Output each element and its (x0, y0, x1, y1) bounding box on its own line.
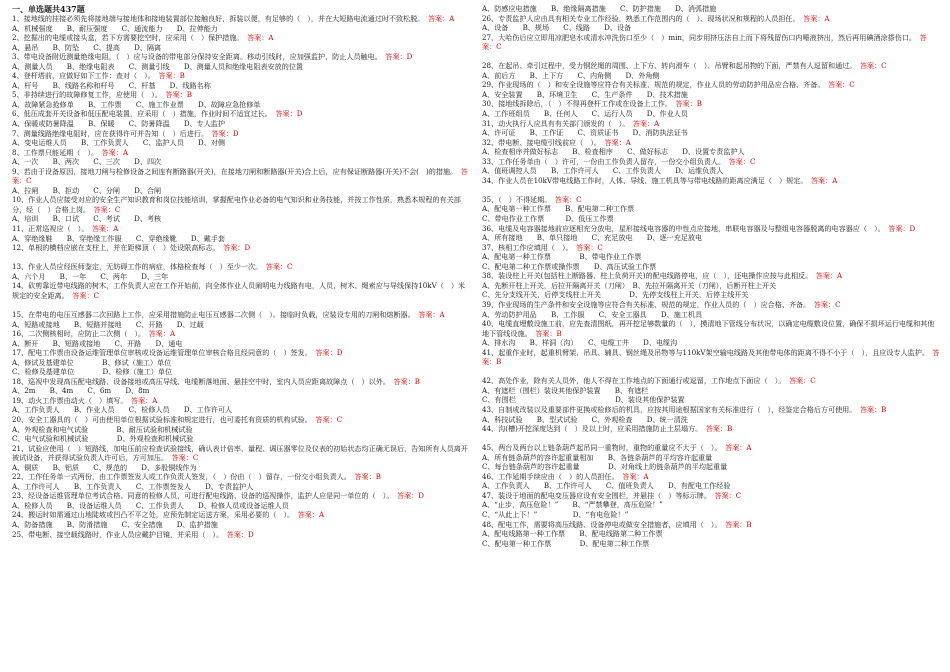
option-line (12, 43, 470, 53)
line-text: 3、带电设备附近测量绝缘电阻，（ ）应与设备的带电部分保持安全距离。移动引线时，应加强监护，防止人员触电。 (12, 52, 379, 62)
line-text: A、外观检查和电气试验 B、耐压试验和机械试验 (12, 424, 193, 434)
answer-label: 答案：A (815, 271, 843, 281)
option-line (482, 52, 940, 62)
line-text: A、拉闸 B、拒动 C、分闸 D、合闸 (12, 185, 162, 195)
option-line (482, 415, 940, 425)
option-line (12, 234, 470, 244)
option-line (12, 119, 470, 129)
option-line (482, 147, 940, 157)
line-text: 33、工作任务单由（ ）许可，一份由工作负责人留存，一份交小组负责人。 (482, 156, 722, 166)
answer-label: 答案：B (705, 424, 733, 434)
line-text: A、六个月 B、一年 C、两年 D、三年 (12, 271, 169, 281)
question-line (482, 424, 940, 434)
line-text: 27、大哈伤后应立即用凉肥皂水或清水冲洗伤口至少（ ）min，同步用挤压法自上而下将残留伤口内唾液挤出，然后再用碘酒涂搽伤口。 (482, 32, 913, 42)
line-text: A、配电第一种工作票 B、带电作业工作票 (482, 252, 642, 262)
answer-label: 答案：B (354, 472, 381, 482)
option-line (12, 320, 470, 330)
line-text: 17、配电工作票由设备运维管理单位审核或设备运维管理单位审核合格且经同意的（ ）签发。 (12, 348, 309, 358)
question-line (482, 271, 940, 281)
line-text: A、排水沟 B、样洞（沟） C、电缆工井 D、电缆沟 (482, 338, 678, 348)
line-text: 8、工作票只能延期（ ）。 (12, 147, 95, 157)
line-text: 5、非持续进行的故障修复工作，应使用（ ）。 (12, 90, 159, 100)
answer-label: 答案：A (604, 137, 631, 147)
option-line (482, 529, 940, 539)
answer-label: 答案：A (725, 443, 752, 453)
option-line (482, 386, 940, 396)
question-line (12, 444, 470, 463)
line-text: A、穿绝缘鞋 B、穿绝缘工作服 C、穿绝缘靴 D、戴手套 (12, 233, 225, 243)
line-text: 29、作业现场的（ ）和安全设施等应符合有关标准、规范的规定，作业人员的劳动防护用品应合格、齐备。 (482, 80, 821, 90)
option-line (12, 214, 470, 224)
line-text: A、工作班组员 B、任何人 C、运行人员 D、作业人员 (482, 109, 688, 119)
line-text: A、有遮栏（围栏）装设其他保护装置 B、有遮栏 (482, 385, 649, 395)
option-line (12, 367, 470, 377)
section-heading (12, 4, 470, 14)
line-text: 43、自制或改装以及重要部件更换或检修后的机具，应按其用途根据国家有关标准进行（ ），经鉴定合格后方可使用。 (482, 404, 853, 414)
option-line (12, 463, 470, 473)
option-line (12, 81, 470, 91)
answer-label: 答案：A (247, 33, 274, 43)
question-line (12, 348, 470, 358)
line-text: C、先分支线开关，后停支线柱上开关 D、先停支线柱上开关，后停主线开关 (482, 290, 749, 300)
line-text: 24、搬运时如需通过山地陡坡或凹凸不平之处，应预先制定运送方案，采用必要的（ ）。 (12, 510, 291, 520)
answer-label: 答案：A (148, 329, 176, 339)
answer-label: 答案：C (315, 414, 343, 424)
line-text: 34、作业人员在10kV带电线路工作时，人体、导线、施工机具等与带电线路的距离应满足（ ）规定。 (482, 175, 804, 185)
answer-label: 答案：D (888, 223, 916, 233)
question-line (482, 138, 940, 148)
question-line (482, 520, 940, 530)
question-line (482, 491, 940, 501)
question-line (12, 90, 470, 100)
line-text: 25、带电断、接空载线路时，作业人员应戴护目镜，并采用（ ）。 (12, 529, 220, 539)
option-line (482, 453, 940, 463)
line-text: A、防感应电措施 B、绝缘隔离措施 C、防护措施 D、消弧措施 (482, 4, 717, 13)
line-text: 一、单选题共437题 (12, 4, 85, 14)
option-line (12, 386, 470, 396)
line-text: 28、在起吊、牵引过程中，受力钢丝绳的周围、上下方、转向滑车（ ）、吊臂和起吊物的下面，严禁有人逗留和通过。 (482, 61, 853, 71)
option-line (12, 434, 470, 444)
option-line (482, 252, 940, 262)
line-text: 10、作业人员应接受对应的安全生产知识教育和岗位技能培训，掌握配电作业必备的电气知识和业务技能，并按工作性质，熟悉本规程的有关部分，经（ ）合格上岗。 (12, 195, 461, 214)
option-line (12, 253, 470, 263)
line-text: 11、正常巡视应（ ）。 (12, 224, 85, 234)
line-text: A、工作负责人 B、工作许可人 C、值班负责人 D、有配电工作经验 (482, 481, 731, 491)
question-line (12, 195, 470, 214)
option-line (12, 272, 470, 282)
line-text: 44、沟(槽)开挖深度达到（ ）及以上时，应采用措施防止土层塌方。 (482, 424, 699, 434)
option-line (482, 510, 940, 520)
question-line (482, 33, 940, 52)
answer-label: 答案：A (622, 471, 649, 481)
option-line (482, 109, 940, 119)
question-line (12, 377, 470, 387)
option-line (482, 338, 940, 348)
answer-label: 答案：C (554, 194, 582, 204)
line-text: 16、二次侧核相时，应防止二次侧（ ）。 (12, 329, 142, 339)
answer-label: 答案：C (576, 242, 603, 252)
answer-label: 答案：D (211, 128, 239, 138)
answer-label: 答案：B (393, 376, 420, 386)
option-line (12, 157, 470, 167)
line-text: A、变电运维人员 B、工作负责人 C、监护人员 D、对侧 (12, 138, 225, 148)
line-text: 1、接地线的挂接必须先将接地端与接地体和接地装置部位接触良好，拆装以便，有足够的（ ），并在大短路电流通过时不致松脱。 (12, 14, 421, 23)
answer-label: 答案：C (859, 61, 887, 71)
question-line (12, 281, 470, 300)
line-text: 46、工作延期手续应由（ ）的人员担任。 (482, 471, 616, 481)
answer-label: 答案：C (728, 156, 756, 166)
question-line (12, 33, 470, 43)
line-text: A、修试及基建单位 B、修试（施工）单位 (12, 357, 172, 367)
question-line (12, 510, 470, 520)
line-text: C、检修及基建单位 D、检修（施工）单位 (12, 367, 173, 377)
answer-label: 答案：D (315, 348, 343, 358)
answer-label: 答案：C (12, 166, 468, 186)
line-text: A、断开 B、短路或接地 C、开路 D、通电 (12, 338, 183, 348)
option-line (12, 339, 470, 349)
line-text: 14、砍剪靠近带电线路的树木，工作负责人应在工作开始前，向全体作业人员阐明电力线路有电，人员、树木、绳索应与导线保持10kV（ ）米规定的安全距离。 (12, 281, 466, 300)
line-text: C、配电第二种工作票或操作票 D、高压试验工作票 (482, 261, 657, 271)
option-line (482, 214, 940, 224)
answer-label: 答案：A (427, 14, 455, 23)
question-line (482, 195, 940, 205)
answer-label: 答案：A (810, 175, 838, 185)
option-line (12, 138, 470, 148)
option-line (482, 481, 940, 491)
answer-label: 答案：C (72, 290, 100, 300)
left-column (12, 4, 470, 672)
line-text: 42、高处作业，除有关人员外，他人不得在工作地点的下面通行或逗留，工作地点下面应（ ）。 (482, 376, 782, 386)
answer-label: 答案：C (827, 80, 855, 90)
question-line (482, 243, 940, 253)
option-line (482, 4, 940, 14)
line-text: A、工作许可人 B、工作负责人 C、工作票签发人 D、专责监护人 (12, 481, 254, 491)
option-line (482, 204, 940, 214)
question-line (12, 530, 470, 540)
line-text: 38、装设柱上开关(包括柱上断路器、柱上负荷开关)的配电线路停电，应（ ），还电操作应按与此相反。 (482, 271, 809, 281)
answer-label: 答案：A (803, 13, 830, 23)
option-line (482, 262, 940, 272)
line-text: C、有围栏 D、装设其他保护装置 (482, 395, 685, 405)
line-text: 39、作业现场的生产条件和安全设施等应符合有关标准、规范的规定，作业人员的（ ）应合格、齐备。 (482, 299, 807, 309)
line-text: 37、核相工作应填用（ ）。 (482, 242, 570, 252)
line-text: 4、登杆塔前，应做好如下工作：查对（ ）。 (12, 71, 152, 81)
answer-label: 答案：D (275, 109, 303, 119)
question-line (482, 119, 940, 129)
option-line (482, 500, 940, 510)
line-text: 48、配电工作，需要将高压线路、设备停电或做安全措施者，应填用（ ）。 (482, 519, 719, 529)
line-text: 6、低压成套开关设备和低压配电装置，应采用（ ）措施，作业时间不适宜过长。 (12, 109, 269, 119)
question-line (482, 319, 940, 338)
line-text: 2、挖掘出的电缆或接头盒，若下方需要挖空时，应采用（ ）保护措施。 (12, 33, 240, 43)
line-text: A、配电第一种工作票 B、配电第二种工作票 (482, 204, 635, 214)
line-text: 26、专责监护人应由具有相关专业工作经验，熟悉工作范围内的（ ）、现场状况和规程的人员担任。 (482, 13, 797, 23)
right-column (482, 4, 940, 672)
option-line (12, 24, 470, 34)
option-line (12, 482, 470, 492)
answer-label: 答案：A (632, 118, 660, 128)
line-text: 36、电缆及电容器接地前应逐相充分放电，星形接线电容器的中性点应接地，串联电容器及与整组电容器脱离的电容器应（ ）。 (482, 223, 882, 233)
line-text: A、所有接地 B、单只接地 C、充足放电 D、逐一充足放电 (482, 233, 703, 243)
question-line (482, 224, 940, 234)
line-text: 13、作业人员应经医师鉴定，无妨碍工作的病症，体格检查每（ ）至少一次。 (12, 262, 259, 272)
question-line (482, 80, 940, 90)
answer-label: 答案：D (385, 52, 413, 62)
question-line (482, 157, 940, 167)
question-line (482, 405, 940, 415)
line-text: 45、两台及两台以上链条葫芦起吊同一重物时，重物的重量应不大于（ ）。 (482, 443, 719, 453)
answer-label: 答案：B (859, 404, 887, 414)
line-text: A、保暖或防暑降温 B、保暖 C、防暑降温 D、专人监护 (12, 119, 225, 129)
question-line (482, 348, 940, 367)
answer-label: 答案：D (397, 491, 424, 501)
line-text: A、2m B、4m C、6m D、8m (12, 386, 150, 396)
question-line (12, 148, 470, 158)
option-line (12, 100, 470, 110)
line-text: A、科技试验 B、型式试验 C、外观检查 D、统一清洗 (482, 414, 688, 424)
answer-label: 答案：C (714, 490, 742, 500)
line-text: 21、试验应使用（ ）短路线，加电压前应检查试验接线，确认表计倍率、量程、调压器零位及仪表的初始状态均正确无误后，告知所有人员离开被试设备，并获得试验负责人许可后，方可加压。 (12, 443, 468, 463)
line-text: A、一次 B、两次 C、三次 D、四次 (12, 157, 162, 167)
line-text: 40、电缆直埋敷设施工前，应先查清图纸，再开挖足够数量的（ ），摸清地下管线分布状况，以确定电缆敷设位置，确保不损坏运行电缆和其他地下管线设施。 (482, 319, 935, 338)
option-line (12, 62, 470, 72)
line-text: 7、测量线路绝缘电阻时，应在获得许可并告知（ ）后进行。 (12, 128, 205, 138)
line-text: A、培训 B、口试 C、考试 D、考核 (12, 214, 162, 224)
line-text: A、先断开柱上开关，后拉开隔离开关（刀闸） B、先拉开隔离开关（刀闸），后断开柱上开关 (482, 280, 777, 290)
line-text: C、配电第一种工作票 D、配电第二种工作票 (482, 538, 650, 548)
line-text: A、机械强度 B、耐压强度 C、通流能力 D、拉伸能力 (12, 23, 218, 33)
question-line (12, 224, 470, 234)
answer-label: 答案：C (482, 32, 927, 52)
answer-label: 答案：A (91, 224, 119, 234)
answer-label: 答案：B (725, 519, 752, 529)
answer-label: 答案：C (265, 262, 293, 272)
line-text: 30、接地线拆除后，（ ）不得再登杆工作或在设备上工作。 (482, 99, 669, 109)
option-line (12, 300, 470, 310)
line-text: 20、安全工器具的（ ）可由使用单位根据试验标准和规定进行，也可委托有资质的机构试验。 (12, 414, 309, 424)
answer-label: 答案：A (297, 510, 325, 520)
line-text: A、铜质 B、铝质 C、规范的 D、多股铜线作为 (12, 462, 197, 472)
line-text: C、每台链条葫芦的容许起重量 D、对角线上的链条葫芦的平均起重量 (482, 462, 728, 472)
line-text: 31、动火执行人应具有有关部门颁发的（ ）。 (482, 118, 626, 128)
option-line (482, 128, 940, 138)
answer-label: 答案：C (171, 453, 199, 463)
line-text: A、“止步，高压危险！” B、“严禁攀登，高压危险！” (482, 500, 663, 510)
line-text: 35、（ ）不得延期。 (482, 194, 548, 204)
question-line (12, 310, 470, 320)
line-text: 15、在带电的电压互感器二次回路上工作，应采用措施防止电压互感器二次侧（ ）。接临时负载，应装设专用的刀闸和熔断器。 (12, 309, 412, 319)
line-text: A、设备 B、规场 C、线路 D、设备 (482, 23, 632, 33)
question-line (12, 129, 470, 139)
question-line (12, 52, 470, 62)
answer-label: 答案：C (788, 376, 816, 386)
line-text: 32、带电断、接电缆引线前应（ ）。 (482, 137, 598, 147)
line-text: A、所有链条葫芦的容许起重量相加 B、各链条葫芦的平均容许起重量 (482, 452, 713, 462)
line-text: A、检修人员 B、设备运维人员 C、工作负责人 D、检修人员或设备运维人员 (12, 500, 289, 510)
option-line (12, 186, 470, 196)
option-line (12, 425, 470, 435)
line-text: A、悬吊 B、防坠 C、提高 D、隔离 (12, 42, 162, 52)
answer-label: 答案：B (158, 71, 185, 81)
line-text: 18、巡视中发现高压配电线路、设备接地或高压导线、电缆断落地面、悬挂空中时，室内人员应距离故障点（ ）以外。 (12, 376, 387, 386)
line-text: A、工作负责人 B、作业人员 C、检修人员 D、工作许可人 (12, 405, 233, 415)
line-text: A、短路或接地 B、短路并接地 C、开路 D、过载 (12, 319, 204, 329)
question-line (482, 300, 940, 310)
question-line (12, 472, 470, 482)
question-line (12, 415, 470, 425)
option-line (12, 405, 470, 415)
question-line (12, 243, 470, 253)
option-line (482, 185, 940, 195)
question-line (12, 262, 470, 272)
question-line (482, 472, 940, 482)
question-line (482, 443, 940, 453)
answer-label: 答案：A (418, 309, 445, 319)
question-line (482, 61, 940, 71)
option-line (12, 501, 470, 511)
line-text: 47、装设于地面的配电变压器应设有安全围栏，并悬挂（ ）等标示牌。 (482, 490, 708, 500)
line-text: C、带电作业工作票 D、低压工作票 (482, 214, 614, 224)
line-text: 41、起重作业时，起重机臂架、吊具、辅具、钢丝绳及吊物等与110kV架空输电线路及其他带电体的距离不得不小于（ ），且应设专人监护。 (482, 347, 926, 357)
question-line (12, 396, 470, 406)
answer-label: 答案：B (165, 90, 192, 100)
answer-label: 答案：A (130, 395, 158, 405)
line-text: A、安全装置 B、环境卫生 C、生产条件 D、技术措施 (482, 89, 688, 99)
option-line (482, 166, 940, 176)
line-text: A、检查相序并做好标志 B、检查相序 C、做好标志 D、设置专责监护人 (482, 147, 745, 157)
line-text: 23、经设备运维管理单位考试合格、同意的检修人员，可进行配电线路、设备的巡视操作，监护人应是同一单位的（ ）。 (12, 491, 390, 501)
line-text: A、劳动防护用品 B、工作服 C、安全工器具 D、施工机具 (482, 309, 703, 319)
question-line (12, 14, 470, 24)
question-line (482, 99, 940, 109)
line-text: C、“从此上下！” D、“有电危险！” (482, 509, 629, 519)
option-line (482, 539, 940, 549)
answer-label: 答案：B (535, 328, 562, 338)
line-text: 12、单根的横档应嵌在支柱上，并在距梯顶（ ）处设限高标志。 (12, 243, 217, 253)
option-line (482, 281, 940, 291)
option-line (482, 462, 940, 472)
answer-label: 答案：D (223, 243, 251, 253)
line-text: A、许可证 B、工作证 C、资质证书 D、消防执法证书 (482, 128, 688, 138)
question-line (482, 176, 940, 186)
option-line (482, 71, 940, 81)
option-line (12, 358, 470, 368)
answer-label: 答案：D (226, 529, 254, 539)
line-text: 22、工作任务单一式两份，由工作票签发人或工作负责人签发，（ ）份由（ ）留存，一份交小组负责人。 (12, 472, 348, 482)
question-line (12, 167, 470, 186)
line-text: A、值班调控人员 B、工作许可人 C、工作负责人 D、运维负责人 (482, 166, 724, 176)
option-line (482, 233, 940, 243)
answer-label: 答案：A (101, 147, 129, 157)
option-line (482, 90, 940, 100)
answer-label: 答案：C (93, 204, 121, 214)
option-line (482, 290, 940, 300)
option-line (482, 395, 940, 405)
option-line (482, 367, 940, 377)
line-text: 9、若由于设备原因，接地刀闸与检修设备之间连有断路器(开关)，在接地刀闸和断路器(开关)合上后，应有保证断路器(开关)不会( )的措施。 (12, 166, 454, 176)
option-line (482, 434, 940, 444)
question-line (12, 71, 470, 81)
option-line (12, 520, 470, 530)
answer-label: 答案：C (813, 299, 841, 309)
line-text: 19、动火工作票由动火（ ）填写。 (12, 395, 124, 405)
line-text: A、前后方 B、上下方 C、内角侧 D、外角侧 (482, 70, 660, 80)
line-text: A、防备措施 B、防滑措施 C、安全措施 D、监护措施 (12, 519, 218, 529)
line-text: A、测量人员 B、绝缘电阻表 C、测量引线 D、测量人员和绝缘电阻表安放的位置 (12, 61, 304, 71)
line-text: A、配电线路第一种工作票 B、配电线路第二种工作票 (482, 529, 663, 539)
question-line (482, 14, 940, 24)
line-text: A、杆号 B、线路名称和杆号 C、杆基 D、线路名称 (12, 80, 211, 90)
option-line (482, 23, 940, 33)
answer-label: 答案：B (675, 99, 702, 109)
question-line (482, 376, 940, 386)
line-text: C、电气试验和机械试验 D、外观检查和机械试验 (12, 434, 194, 444)
answer-label: 答案：B (482, 347, 940, 367)
option-line (482, 310, 940, 320)
question-line (12, 329, 470, 339)
question-line (12, 109, 470, 119)
line-text: A、故障紧急抢修单 B、工作票 C、施工作业票 D、故障应急抢修单 (12, 99, 261, 109)
question-line (12, 491, 470, 501)
